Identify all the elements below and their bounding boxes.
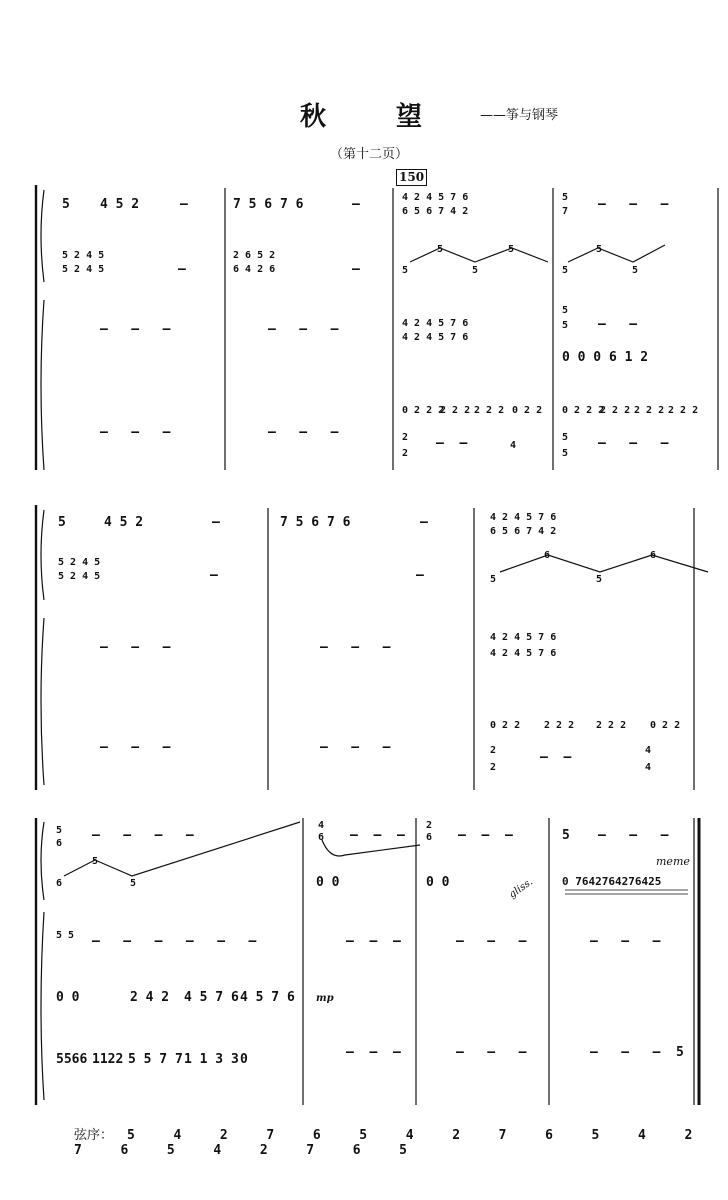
s1-triplet: 0 2 2 2 xyxy=(562,405,605,416)
s2-triplet: 2 2 2 xyxy=(544,720,575,731)
s3-piano-rh: 2 4 2 xyxy=(130,990,170,1005)
s1-triplet: 0 2 2 xyxy=(512,405,543,416)
s1-piano-rh: 0 0 0 6 1 2 xyxy=(562,350,649,365)
s2-zheng-note: 4 2 4 5 7 6 xyxy=(490,512,557,523)
s3-piano-rh: 0 0 xyxy=(56,990,80,1005)
s3-zheng-bass: 0 7642764276425 xyxy=(562,875,662,888)
system3-zheng-brace xyxy=(41,822,44,900)
system2-zigzag xyxy=(500,555,708,572)
s1-piano-lh: 5 xyxy=(562,432,569,443)
s2-zheng-note: 7 5 6 7 6 xyxy=(280,515,351,530)
s2-arp-note: 5 xyxy=(596,574,603,585)
s2-piano-rh: 4 2 4 5 7 6 xyxy=(490,648,557,659)
s3-piano-lh: 1122 xyxy=(92,1052,124,1067)
s3-zheng-top: 6 xyxy=(318,832,325,843)
s3-zheng-bass: 0 0 xyxy=(316,875,340,890)
s2-zheng-note: 4 5 2 xyxy=(104,515,144,530)
s1-zheng-chord: 2 6 5 2 xyxy=(233,250,276,261)
s3-zheng-top: 5 xyxy=(562,828,570,843)
s1-arp-note: 5 xyxy=(632,265,639,276)
s1-piano-lh: 2 xyxy=(402,448,409,459)
system1-zheng-brace xyxy=(41,190,44,282)
s3-piano-lh: 1 1 3 3 xyxy=(184,1052,239,1067)
s2-triplet: 0 2 2 xyxy=(490,720,521,731)
s3-zheng-bass: 0 0 xyxy=(426,875,450,890)
s2-zheng-chord: 5 2 4 5 xyxy=(58,557,101,568)
s1-triplet: 0 2 2 2 xyxy=(402,405,445,416)
s1-triplet: 2 2 2 xyxy=(474,405,505,416)
s2-piano-rh: 4 2 4 5 7 6 xyxy=(490,632,557,643)
page-subtitle: ——筝与钢琴 xyxy=(480,108,559,123)
s1-arp-note: 5 xyxy=(472,265,479,276)
s2-zheng-note: 6 5 6 7 4 2 xyxy=(490,526,557,537)
s2-triplet: 0 2 2 xyxy=(650,720,681,731)
system1-piano-brace xyxy=(41,300,44,470)
system3-piano-brace xyxy=(41,912,44,1100)
s2-triplet: 2 2 2 xyxy=(596,720,627,731)
s1-arp-note: 5 xyxy=(562,265,569,276)
tuning-label: 弦序： xyxy=(74,1128,114,1143)
s2-piano-lh: 4 xyxy=(645,762,652,773)
s1-triplet: 2 2 2 xyxy=(440,405,471,416)
meme-marking: meme xyxy=(656,855,690,868)
s3-piano-lh: 5566 xyxy=(56,1052,88,1067)
s1-triplet: 2 2 2 xyxy=(634,405,665,416)
s2-piano-lh: 2 xyxy=(490,745,497,756)
s2-arp-note: 6 xyxy=(544,550,551,561)
s1-piano-lh: 4 xyxy=(510,440,517,451)
s1-piano-rh: 4 2 4 5 7 6 xyxy=(402,332,469,343)
s1-arp-note: 5 xyxy=(508,244,515,255)
s3-zheng-top: 2 xyxy=(426,820,433,831)
s3-arp-note: 5 xyxy=(130,878,137,889)
page-number: （第十二页） xyxy=(330,147,409,162)
s3-zheng-top: 6 xyxy=(426,832,433,843)
s2-arp-note: 6 xyxy=(650,550,657,561)
system1-zigzag-a xyxy=(410,248,548,262)
gliss-marking: gliss. xyxy=(507,876,536,901)
s3-piano-lh: 0 xyxy=(240,1052,248,1067)
s1-arp-note: 5 xyxy=(596,244,603,255)
s3-zheng-top: 4 xyxy=(318,820,325,831)
s1-zheng-note: 4 5 2 xyxy=(100,197,140,212)
s1-zheng-chord: 6 4 2 6 xyxy=(233,264,276,275)
s1-zheng-note: 7 5 6 7 6 xyxy=(233,197,304,212)
s1-piano-rh: 5 xyxy=(562,305,569,316)
s1-zheng-note: 5 xyxy=(562,192,569,203)
s2-piano-lh: 2 xyxy=(490,762,497,773)
system2-piano-brace xyxy=(41,618,44,785)
rehearsal-mark: 150 xyxy=(396,169,427,186)
s3-piano-lh: 5 5 7 7 xyxy=(128,1052,183,1067)
s2-zheng-chord: 5 2 4 5 xyxy=(58,571,101,582)
s3-piano-rh: 4 5 7 6 xyxy=(240,990,295,1005)
s3-zheng-top: 5 xyxy=(56,825,63,836)
system2-zheng-brace xyxy=(41,510,44,600)
s1-zheng-note: 5 xyxy=(62,197,70,212)
s1-piano-rh: 4 2 4 5 7 6 xyxy=(402,318,469,329)
s2-zheng-note: 5 xyxy=(58,515,66,530)
s1-piano-lh: 2 xyxy=(402,432,409,443)
s1-arp-note: 5 xyxy=(437,244,444,255)
s1-zheng-note: 4 2 4 5 7 6 xyxy=(402,192,469,203)
s1-piano-lh: 5 xyxy=(562,448,569,459)
s3-arp-note: 5 xyxy=(92,856,99,867)
s2-arp-note: 5 xyxy=(490,574,497,585)
s1-zheng-note: 7 xyxy=(562,206,569,217)
s3-piano-lh: 5 xyxy=(676,1045,684,1060)
s1-zheng-note: 6 5 6 7 4 2 xyxy=(402,206,469,217)
mp-dynamic: mp xyxy=(316,993,334,1004)
tuning-row xyxy=(74,1124,728,1158)
s3-piano-rh: 4 5 7 6 xyxy=(184,990,239,1005)
s3-arp-note: 6 xyxy=(56,878,63,889)
page-title: 秋望 xyxy=(300,102,493,132)
s2-piano-lh: 4 xyxy=(645,745,652,756)
s3-zheng-top: 6 xyxy=(56,838,63,849)
s1-zheng-chord: 5 2 4 5 xyxy=(62,250,105,261)
s3-piano-rh: 5 5 xyxy=(56,930,75,941)
s1-piano-rh: 5 xyxy=(562,320,569,331)
system1-zigzag-b xyxy=(568,245,665,262)
s1-triplet: 2 2 2 xyxy=(600,405,631,416)
s1-arp-note: 5 xyxy=(402,265,409,276)
s1-triplet: 2 2 2 xyxy=(668,405,699,416)
s1-zheng-chord: 5 2 4 5 xyxy=(62,264,105,275)
tuning-notes: 5 4 2 7 6 5 4 2 7 6 5 4 2 7 6 5 4 2 7 6 5 xyxy=(74,1128,708,1158)
